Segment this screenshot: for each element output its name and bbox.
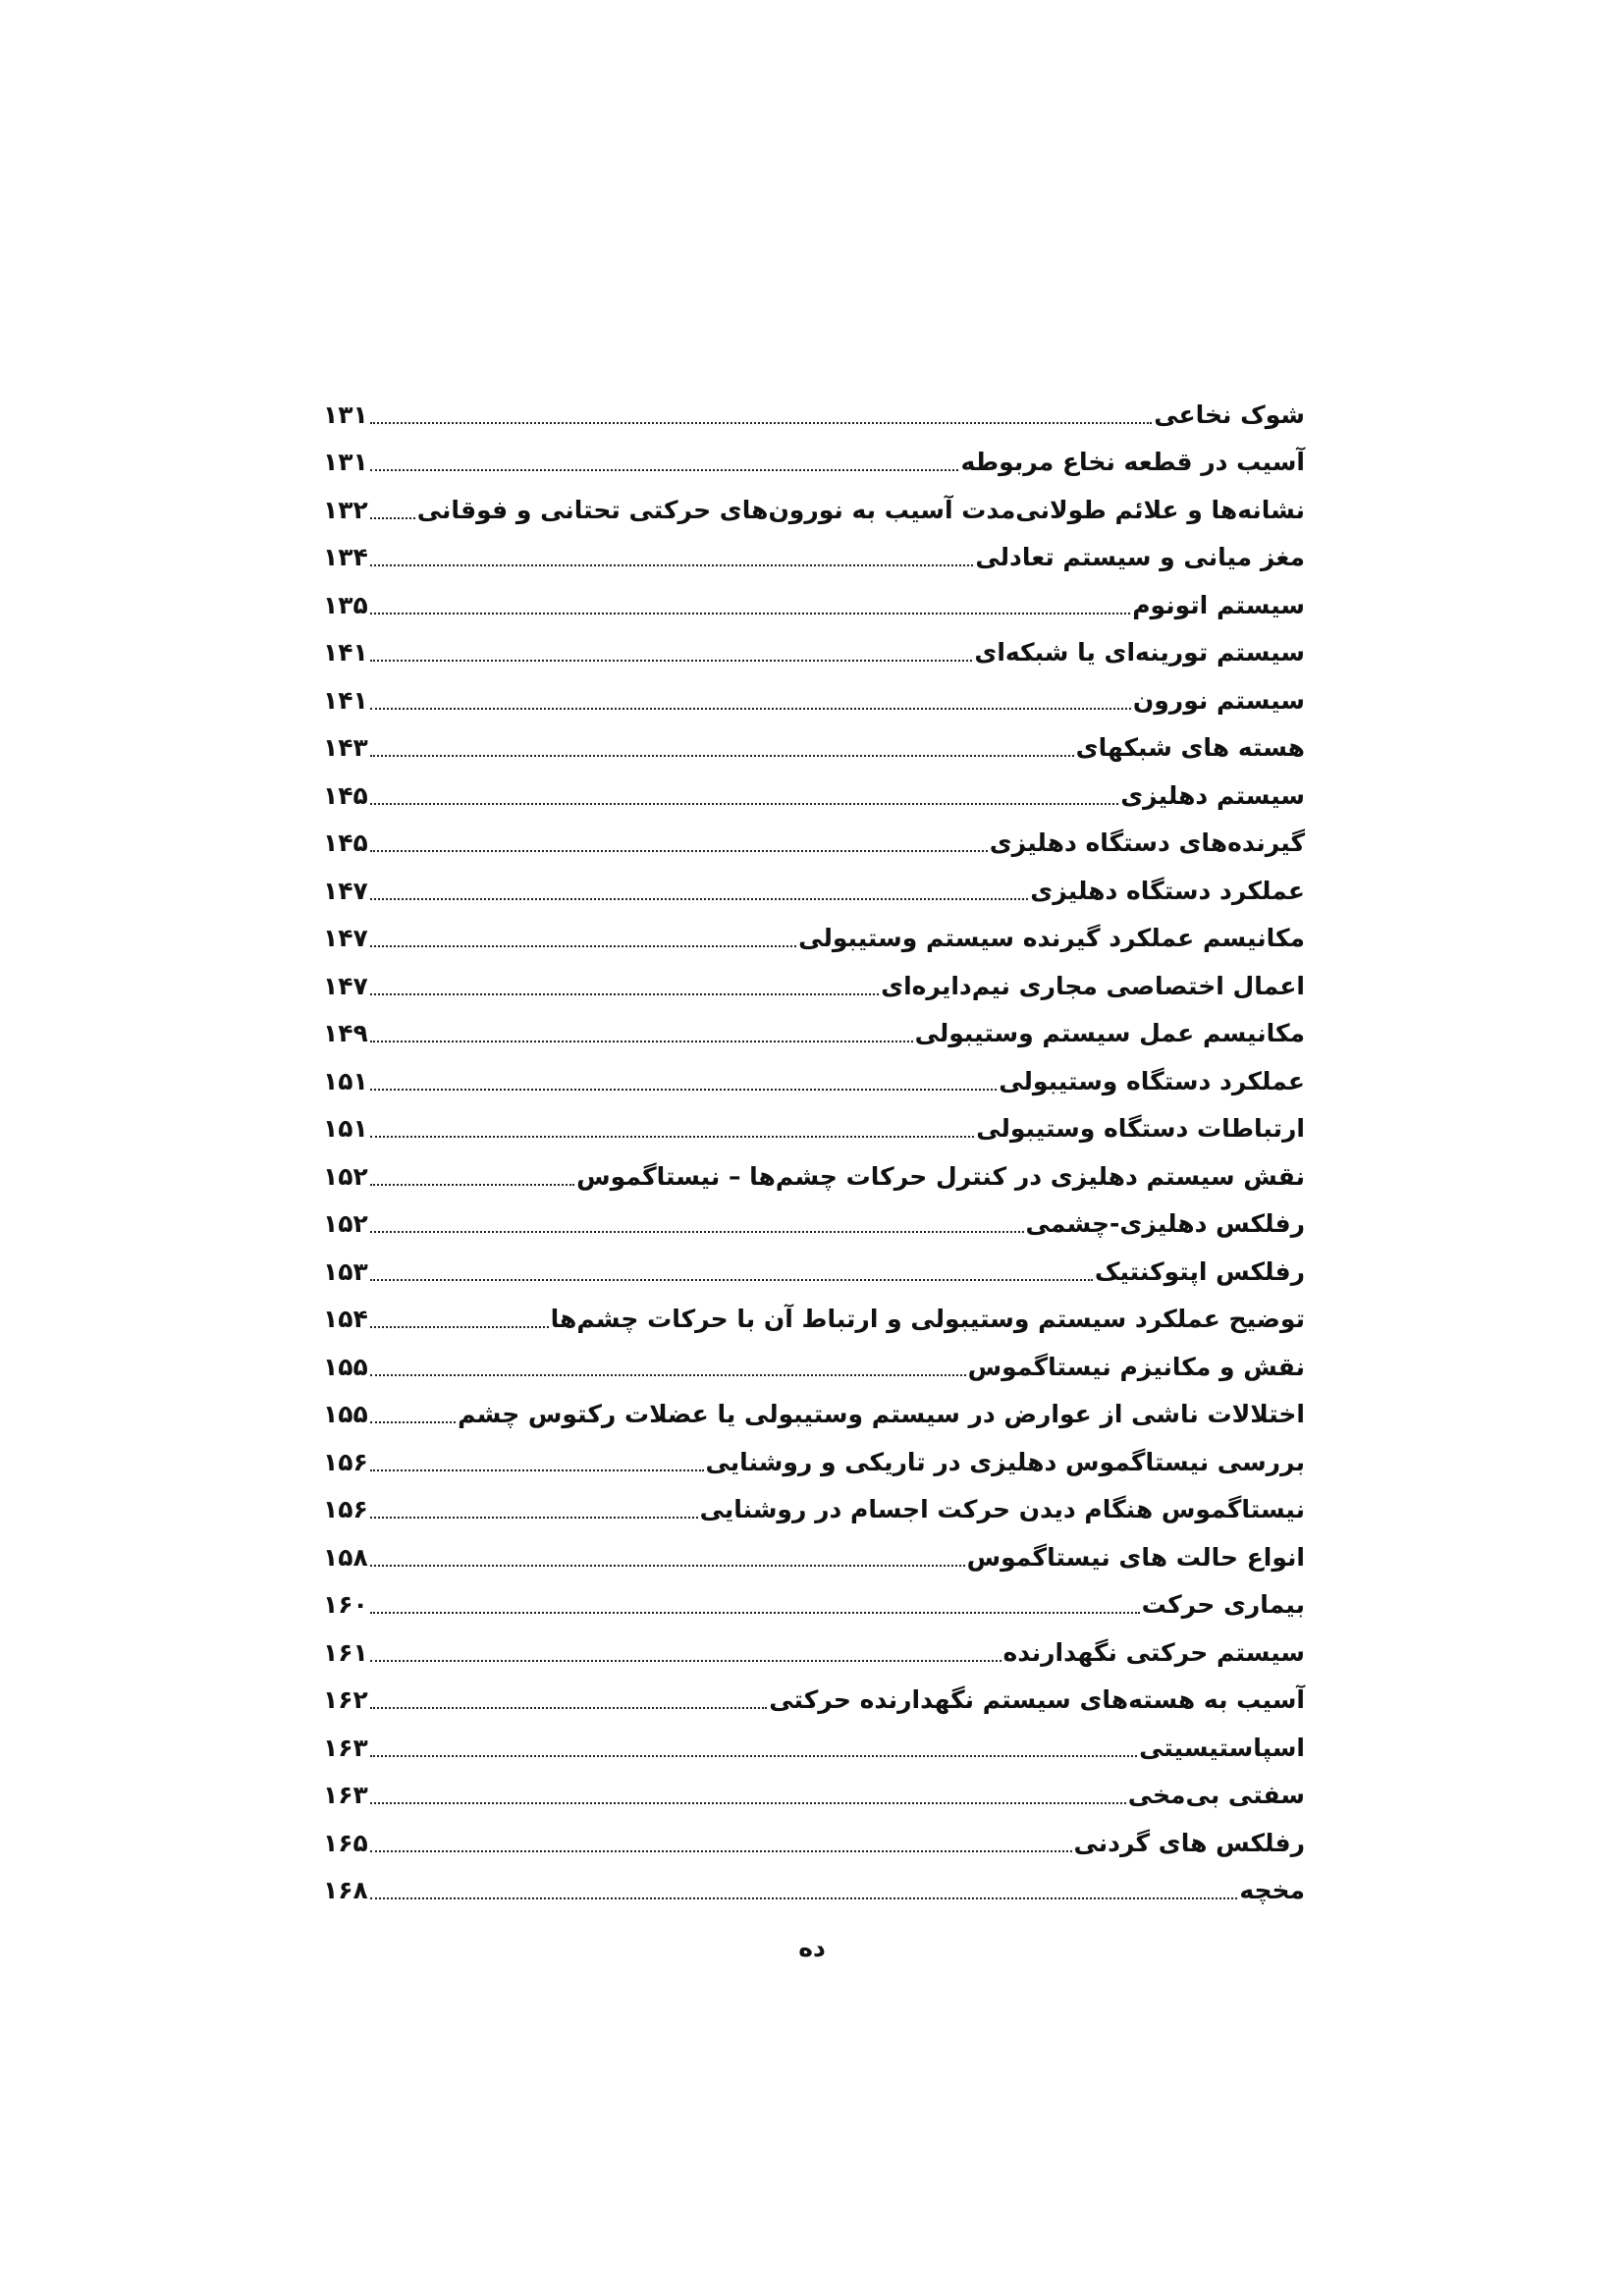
toc-entry-title: مکانیسم عملکرد گیرنده سیستم وستیبولی <box>798 924 1305 952</box>
toc-entry <box>323 1861 1305 1909</box>
toc-entry-title: هسته های شبکهای <box>1075 733 1305 762</box>
toc-entry-title: نشانه‌ها و علائم طولانی‌مدت آسیب به نورون‌های حرکتی تحتانی و فوقانی <box>416 495 1305 524</box>
toc-entry <box>323 1385 1305 1433</box>
toc-entry-page: ۱۵۶ <box>323 1447 368 1476</box>
toc-entry-page: ۱۵۴ <box>323 1305 368 1333</box>
toc-entry-page: ۱۶۸ <box>323 1876 368 1904</box>
toc-entry-page: ۱۵۸ <box>323 1542 368 1572</box>
toc-dot-leader <box>370 1421 456 1423</box>
toc-entry <box>323 1290 1305 1338</box>
toc-entry <box>323 766 1305 814</box>
toc-dot-leader <box>370 1374 966 1376</box>
toc-entry <box>323 1575 1305 1624</box>
toc-entry-page: ۱۳۵ <box>323 590 368 619</box>
toc-entry <box>323 1480 1305 1528</box>
toc-dot-leader <box>370 660 972 662</box>
toc-dot-leader <box>370 1469 704 1471</box>
toc-dot-leader <box>370 1136 974 1138</box>
toc-entry-page: ۱۴۱ <box>323 638 368 667</box>
toc-entry-title: رفلکس دهلیزی-چشمی <box>1025 1209 1305 1238</box>
toc-entry <box>323 909 1305 957</box>
toc-entry <box>323 1195 1305 1243</box>
toc-entry-title: انواع حالت های نیستاگموس <box>966 1542 1305 1572</box>
toc-entry-page: ۱۵۵ <box>323 1352 368 1381</box>
toc-dot-leader <box>370 1660 1001 1662</box>
toc-entry-title: نیستاگموس هنگام دیدن حرکت اجسام در روشنایی <box>699 1495 1305 1523</box>
toc-dot-leader <box>370 1802 1126 1804</box>
toc-entry-title: آسیب به هسته‌های سیستم نگهدارنده حرکتی <box>769 1685 1305 1714</box>
toc-entry-page: ۱۵۳ <box>323 1256 368 1286</box>
toc-dot-leader <box>370 1612 1140 1614</box>
toc-entry <box>323 623 1305 671</box>
toc-entry-page: ۱۳۱ <box>323 448 368 476</box>
toc-dot-leader <box>370 517 415 519</box>
toc-entry-page: ۱۵۱ <box>323 1114 368 1143</box>
toc-entry-title: عملکرد دستگاه وستیبولی <box>999 1066 1305 1095</box>
toc-entry-title: رفلکس های گردنی <box>1073 1828 1305 1857</box>
toc-entry-page: ۱۳۱ <box>323 400 368 429</box>
toc-entry-title: گیرنده‌های دستگاه دهلیزی <box>989 828 1305 857</box>
toc-entry-page: ۱۴۵ <box>323 780 368 810</box>
toc-entry <box>323 1147 1305 1195</box>
toc-entry-page: ۱۴۷ <box>323 971 368 1000</box>
toc-dot-leader <box>370 755 1074 757</box>
toc-entry-page: ۱۴۷ <box>323 876 368 905</box>
toc-entry-title: نقش سیستم دهلیزی در کنترل حرکات چشم‌ها – نیستاگموس <box>576 1161 1305 1191</box>
toc-dot-leader <box>370 803 1118 805</box>
toc-entry <box>323 814 1305 862</box>
toc-dot-leader <box>370 1231 1024 1233</box>
toc-entry-title: رفلکس اپتوکنتیک <box>1094 1256 1305 1286</box>
toc-entry-page: ۱۴۹ <box>323 1019 368 1047</box>
toc-entry-title: اعمال اختصاصی مجاری نیم‌دایره‌ای <box>881 971 1305 1000</box>
toc-entry-page: ۱۶۵ <box>323 1828 368 1857</box>
toc-dot-leader <box>370 422 1152 424</box>
toc-entry-title: ارتباطات دستگاه وستیبولی <box>976 1114 1305 1143</box>
toc-entry <box>323 1671 1305 1719</box>
toc-entry-page: ۱۳۲ <box>323 495 368 524</box>
toc-entry-title: مکانیسم عمل سیستم وستیبولی <box>914 1019 1305 1047</box>
toc-entry <box>323 528 1305 576</box>
toc-dot-leader <box>370 1517 698 1519</box>
toc-entry-page: ۱۶۰ <box>323 1590 368 1619</box>
toc-entry-title: بیماری حرکت <box>1141 1590 1305 1619</box>
toc-entry-title: بررسی نیستاگموس دهلیزی در تاریکی و روشنایی <box>705 1447 1305 1476</box>
toc-entry <box>323 1004 1305 1052</box>
toc-entry-title: مخچه <box>1239 1876 1305 1904</box>
toc-entry-title: اختلالات ناشی از عوارض در سیستم وستیبولی یا عضلات رکتوس چشم <box>458 1400 1305 1428</box>
toc-dot-leader <box>370 1326 549 1328</box>
toc-entry-page: ۱۴۵ <box>323 828 368 857</box>
toc-entry <box>323 670 1305 719</box>
toc-entry <box>323 1337 1305 1385</box>
toc-entry-title: سیستم دهلیزی <box>1120 780 1305 810</box>
toc-entry-title: توضیح عملکرد سیستم وستیبولی و ارتباط آن با حرکات چشم‌ها <box>550 1305 1305 1333</box>
toc-entry-page: ۱۴۷ <box>323 924 368 952</box>
toc-dot-leader <box>370 1755 1137 1757</box>
toc-entry <box>323 1051 1305 1099</box>
toc-entry-title: سیستم حرکتی نگهدارنده <box>1002 1637 1305 1667</box>
toc-entry <box>323 433 1305 481</box>
toc-dot-leader <box>370 1089 997 1091</box>
toc-entry-title: اسپاستیسیتی <box>1139 1733 1305 1762</box>
toc-entry-page: ۱۵۶ <box>323 1495 368 1523</box>
table-of-contents <box>323 385 1305 1908</box>
toc-dot-leader <box>370 1041 913 1042</box>
toc-entry <box>323 1813 1305 1861</box>
toc-entry-title: نقش و مکانیزم نیستاگموس <box>967 1352 1305 1381</box>
toc-dot-leader <box>370 898 1028 900</box>
toc-entry-title: سیستم اتونوم <box>1132 590 1305 619</box>
toc-entry-page: ۱۵۱ <box>323 1066 368 1095</box>
toc-dot-leader <box>370 850 988 852</box>
toc-entry-page: ۱۴۳ <box>323 733 368 762</box>
toc-dot-leader <box>370 564 973 566</box>
toc-entry-title: سیستم تورینه‌ای یا شبکه‌ای <box>974 638 1305 667</box>
toc-dot-leader <box>370 1279 1093 1281</box>
toc-entry <box>323 1623 1305 1671</box>
page-number: ده <box>798 1934 826 1962</box>
toc-entry-title: مغز میانی و سیستم تعادلی <box>975 543 1305 571</box>
toc-entry <box>323 1099 1305 1148</box>
toc-entry-page: ۱۶۱ <box>323 1637 368 1667</box>
toc-entry <box>323 575 1305 623</box>
toc-dot-leader <box>370 1897 1237 1899</box>
toc-entry-page: ۱۶۳ <box>323 1781 368 1809</box>
toc-entry <box>323 861 1305 909</box>
toc-entry <box>323 719 1305 767</box>
toc-entry <box>323 1766 1305 1814</box>
toc-entry-title: آسیب در قطعه نخاع مربوطه <box>960 448 1305 476</box>
toc-entry <box>323 480 1305 528</box>
toc-dot-leader <box>370 1565 965 1567</box>
toc-dot-leader <box>370 708 1131 710</box>
toc-dot-leader <box>370 469 958 471</box>
toc-dot-leader <box>370 1707 767 1709</box>
toc-entry <box>323 1432 1305 1480</box>
toc-entry <box>323 1527 1305 1575</box>
toc-entry-page: ۱۶۳ <box>323 1733 368 1762</box>
toc-dot-leader <box>370 1850 1072 1852</box>
toc-entry <box>323 956 1305 1004</box>
toc-entry-page: ۱۳۴ <box>323 543 368 571</box>
toc-dot-leader <box>370 613 1130 614</box>
toc-entry <box>323 1242 1305 1290</box>
toc-entry <box>323 1718 1305 1766</box>
toc-entry-page: ۱۵۲ <box>323 1209 368 1238</box>
toc-entry-page: ۱۵۲ <box>323 1161 368 1191</box>
toc-dot-leader <box>370 993 879 995</box>
toc-entry-title: سفتی بی‌مخی <box>1127 1781 1305 1809</box>
toc-entry <box>323 385 1305 433</box>
toc-entry-title: سیستم نورون <box>1132 685 1305 715</box>
toc-entry-title: عملکرد دستگاه دهلیزی <box>1030 876 1305 905</box>
toc-dot-leader <box>370 1184 574 1186</box>
toc-entry-page: ۱۴۱ <box>323 685 368 715</box>
toc-entry-page: ۱۶۲ <box>323 1685 368 1714</box>
toc-entry-page: ۱۵۵ <box>323 1400 368 1428</box>
toc-dot-leader <box>370 945 796 947</box>
toc-entry-title: شوک نخاعی <box>1154 400 1305 429</box>
